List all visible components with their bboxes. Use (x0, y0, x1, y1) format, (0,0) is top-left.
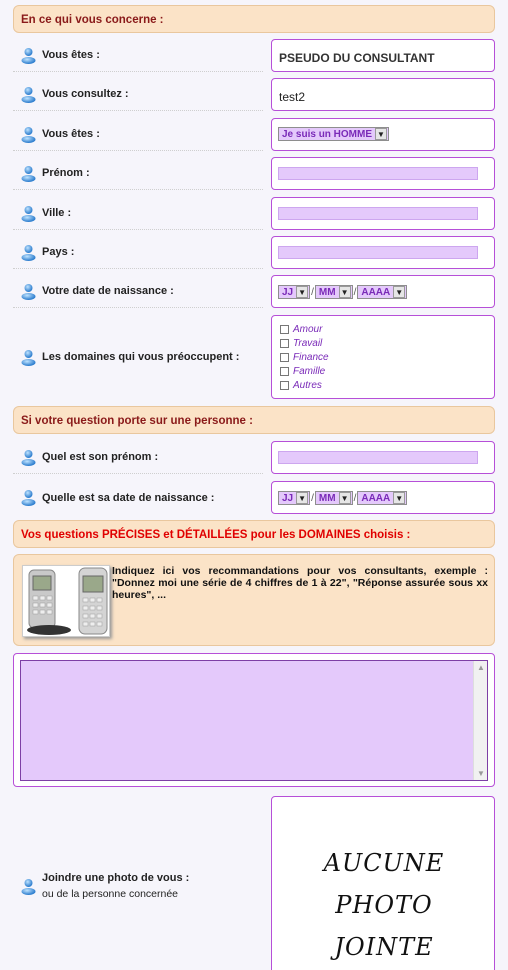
birth-day-value: JJ (282, 286, 294, 298)
dropdown-arrow-icon: ▼ (339, 492, 351, 504)
section-header-you (13, 5, 495, 33)
gender-field (271, 118, 495, 151)
gender-select[interactable] (278, 127, 389, 141)
domain-label: Amour (293, 323, 323, 335)
user-icon (21, 126, 36, 143)
checkbox-icon[interactable] (280, 381, 289, 390)
domain-label: Autres (293, 379, 322, 391)
person-day-value: JJ (282, 492, 294, 504)
dropdown-arrow-icon: ▼ (393, 492, 405, 504)
checkbox-icon[interactable] (280, 339, 289, 348)
person-firstname-input[interactable] (278, 451, 478, 464)
domains-field (271, 315, 495, 399)
checkbox-icon[interactable] (280, 353, 289, 362)
gender-select-value: Je suis un HOMME (282, 128, 373, 140)
domain-checkbox[interactable] (280, 322, 329, 336)
user-icon (21, 165, 36, 182)
city-field (271, 197, 495, 230)
checkbox-icon[interactable] (280, 325, 289, 334)
section-title: Si votre question porte sur une personne : (21, 415, 253, 427)
gender-label: Vous êtes : (42, 128, 100, 140)
dropdown-arrow-icon: ▼ (393, 286, 405, 298)
user-icon (21, 349, 36, 366)
domain-label: Travail (293, 337, 323, 349)
country-field (271, 236, 495, 269)
country-label: Pays : (42, 246, 75, 258)
person-firstname-label: Quel est son prénom : (42, 451, 159, 463)
row-person-firstname (13, 441, 263, 474)
consultant-label: Vous êtes : (42, 49, 100, 61)
section-title: En ce qui vous concerne : (21, 14, 164, 26)
dropdown-arrow-icon: ▼ (375, 128, 387, 140)
birthdate-label: Votre date de naissance : (42, 285, 174, 297)
person-month-select[interactable] (315, 491, 353, 505)
row-city (13, 197, 263, 230)
checkbox-icon[interactable] (280, 367, 289, 376)
row-consulting (13, 78, 263, 111)
user-icon (21, 449, 36, 466)
row-consultant (13, 39, 263, 72)
person-day-select[interactable] (278, 491, 310, 505)
date-separator: / (353, 492, 357, 504)
dropdown-arrow-icon: ▼ (296, 286, 308, 298)
row-country (13, 236, 263, 269)
photo-sublabel: ou de la personne concernée (42, 888, 179, 900)
textarea-scrollbar[interactable] (473, 661, 487, 780)
section-title-prefix: Vos questions (21, 529, 102, 541)
photo-placeholder-line: AUCUNE (323, 849, 445, 877)
consulting-field (271, 78, 495, 111)
birthdate-field (271, 275, 495, 308)
birth-month-select[interactable] (315, 285, 353, 299)
section-title-emphasis: PRÉCISES et DÉTAILLÉES pour les DOMAINES choisis : (101, 529, 411, 541)
photo-upload-box[interactable] (271, 796, 495, 970)
user-icon (21, 86, 36, 103)
row-gender (13, 118, 263, 151)
section-header-person (13, 406, 495, 434)
user-icon (21, 244, 36, 261)
firstname-input[interactable] (278, 167, 478, 180)
consultant-field (271, 39, 495, 72)
user-icon (21, 878, 36, 895)
birth-year-select[interactable] (357, 285, 407, 299)
person-birthdate-field (271, 481, 495, 514)
birth-day-select[interactable] (278, 285, 310, 299)
photo-label: Joindre une photo de vous : (42, 872, 190, 884)
scroll-down-icon[interactable]: ▼ (477, 769, 485, 778)
photo-placeholder-line: PHOTO (335, 891, 433, 919)
question-textarea[interactable] (20, 660, 488, 781)
consultant-value: PSEUDO DU CONSULTANT (279, 51, 435, 65)
user-icon (21, 47, 36, 64)
phone-image (22, 565, 110, 637)
question-textarea-wrapper (13, 653, 495, 787)
person-month-value: MM (318, 492, 336, 504)
birth-year-value: AAAA (361, 286, 391, 298)
domain-checkbox[interactable] (280, 350, 329, 364)
consulting-value: test2 (279, 90, 306, 104)
dropdown-arrow-icon: ▼ (339, 286, 351, 298)
country-input[interactable] (278, 246, 478, 259)
section-header-questions (13, 520, 495, 548)
domain-checkbox[interactable] (280, 336, 329, 350)
birth-month-value: MM (318, 286, 336, 298)
instructions-box (13, 554, 495, 646)
date-separator: / (311, 492, 314, 504)
domains-label: Les domaines qui vous préoccupent : (42, 351, 240, 363)
city-input[interactable] (278, 207, 478, 220)
dropdown-arrow-icon: ▼ (296, 492, 308, 504)
instructions-text: Indiquez ici vos recommandations pour vos consultants, exemple : "Donnez moi une série de 4 chiffres de 1 à 22", "Réponse assurée sous xx heures", ... (112, 565, 488, 601)
domain-checkbox[interactable] (280, 378, 329, 392)
domain-label: Finance (293, 351, 329, 363)
user-icon (21, 283, 36, 300)
user-icon (21, 489, 36, 506)
date-separator: / (353, 286, 357, 298)
person-year-select[interactable] (357, 491, 407, 505)
consulting-label: Vous consultez : (42, 88, 129, 100)
domain-label: Famille (293, 365, 326, 377)
person-year-value: AAAA (361, 492, 391, 504)
city-label: Ville : (42, 207, 72, 219)
photo-placeholder-line: JOINTE (334, 933, 434, 961)
row-firstname (13, 157, 263, 190)
firstname-label: Prénom : (42, 167, 90, 179)
firstname-field (271, 157, 495, 190)
person-firstname-field (271, 441, 495, 474)
row-birthdate (13, 275, 263, 308)
domain-checkbox[interactable] (280, 364, 329, 378)
person-birthdate-label: Quelle est sa date de naissance : (42, 491, 215, 504)
user-icon (21, 205, 36, 222)
row-photo (13, 796, 263, 970)
row-person-birthdate (13, 481, 263, 514)
date-separator: / (311, 286, 314, 298)
scroll-up-icon[interactable]: ▲ (477, 663, 485, 672)
row-domains (13, 315, 263, 399)
